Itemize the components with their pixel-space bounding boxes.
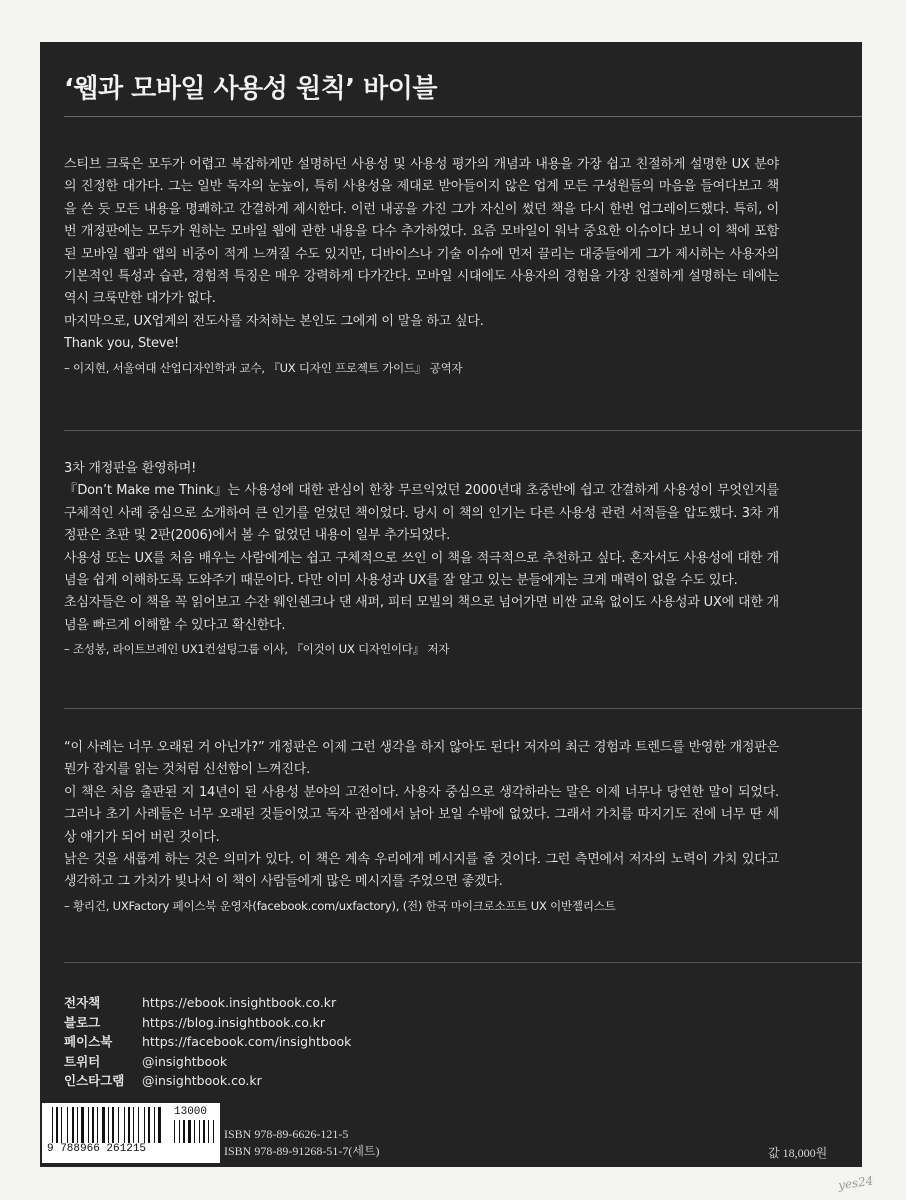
- barcode-bar: [81, 1107, 84, 1143]
- barcode-bar: [102, 1107, 105, 1143]
- barcode-bar: [128, 1107, 130, 1143]
- review-3-paragraph: 이 책은 처음 출판된 지 14년이 된 사용성 분야의 고전이다. 사용자 중심으로 생각하라는 말은 이제 너무나 당연한 말이 되었다. 그러나 초기 사례들은 너무 오래된 것들이었고 독자 관점에서 낡아 보일 수밖에 없었다. 그래서 가치를 따지기도 전에 너무 딴 세상 얘기가 되어 버린 것이다.: [64, 784, 779, 845]
- link-url[interactable]: https://ebook.insightbook.co.kr: [142, 995, 337, 1010]
- review-2-paragraph: 초심자들은 이 책을 꼭 읽어보고 수잔 웨인쉔크나 댄 새퍼, 피터 모빌의 책으로 넘어가면 비싼 교육 없이도 사용성과 UX에 대한 개념을 빠르게 이해할 수 있다고 확신한다.: [64, 595, 779, 633]
- barcode-bar: [158, 1107, 161, 1143]
- barcode-bar: [144, 1107, 145, 1143]
- link-row-instagram: [64, 1071, 351, 1091]
- review-1-paragraph: 스티브 크룩은 모두가 어렵고 복잡하게만 설명하던 사용성 및 사용성 평가의 개념과 내용을 가장 쉽고 친절하게 설명한 UX 분야의 진정한 대가다. 그는 일반 독자의 눈높이, 특히 사용성을 제대로 받아들이지 않은 업계 모든 구성원들의 마음을 들여다보고 책을 쓴 듯 모든 내용을 명쾌하고 간결하게 제시한다. 이런 내공을 가진 그가 자신이 썼던 책을 다시 한번 업그레이드했다. 특히, 이번 개정판에는 모두가 원하는 모바일 웹에 관한 내용을 다수 추가하였다. 요즘 모바일이 워낙 중요한 이슈이다 보니 이 책에 포함된 모바일 웹과 앱의 비중이 적게 느껴질 수도 있지만, 디바이스나 기술 이슈에 먼저 끌리는 대중들에게 그가 제시하는 사용자의 기본적인 특성과 습관, 경험적 특징은 매우 강력하게 다가간다. 모바일 시대에도 사용자의 경험을 가장 친절하게 설명하는 데에는 역시 크룩만한 대가가 없다.: [64, 157, 779, 307]
- barcode-bar: [88, 1107, 89, 1143]
- barcode-number: 9 788966 261215: [47, 1143, 147, 1155]
- link-row-twitter: [64, 1052, 351, 1072]
- barcode-addon-number: 13000: [174, 1106, 208, 1118]
- barcode-bar: [124, 1107, 125, 1143]
- barcode-bar: [67, 1107, 68, 1143]
- publisher-links: [64, 993, 351, 1091]
- link-row-facebook: [64, 1032, 351, 1052]
- link-row-ebook: [64, 993, 351, 1013]
- barcode-addon-bar: [179, 1120, 180, 1143]
- cover-title: ‘웹과 모바일 사용성 원칙’ 바이블: [64, 74, 437, 104]
- price-label: 값 18,000원: [768, 1146, 828, 1160]
- barcode-bar: [52, 1107, 53, 1143]
- barcode-addon-bar: [194, 1120, 195, 1143]
- link-label: 페이스북: [64, 1034, 113, 1049]
- barcode-bar: [56, 1107, 58, 1143]
- barcode-bar: [97, 1107, 98, 1143]
- link-label: 트위터: [64, 1053, 101, 1069]
- barcode-addon-bar: [213, 1120, 214, 1143]
- watermark: yes24: [837, 1173, 875, 1193]
- barcode-bar: [138, 1107, 139, 1143]
- barcode-bar: [61, 1107, 62, 1143]
- section-divider: [64, 962, 862, 963]
- barcode-bar: [112, 1107, 114, 1143]
- barcode-addon-bar: [199, 1120, 200, 1143]
- isbn-barcode: [42, 1103, 220, 1163]
- review-1-paragraph: Thank you, Steve!: [64, 336, 180, 352]
- section-divider: [64, 430, 862, 431]
- barcode-addon-bar: [208, 1120, 209, 1143]
- section-divider: [64, 708, 862, 709]
- review-2-attribution: – 조성봉, 라이트브레인 UX1컨설팅그룹 이사, 『이것이 UX 디자인이다』 저자: [64, 642, 450, 657]
- link-url[interactable]: https://blog.insightbook.co.kr: [142, 1014, 326, 1030]
- barcode-addon-bar: [174, 1120, 175, 1143]
- review-2: [64, 458, 779, 661]
- barcode-addon-bar: [188, 1120, 191, 1143]
- barcode-addon-bar: [183, 1120, 185, 1143]
- barcode-bar: [77, 1107, 78, 1143]
- barcode-bar: [118, 1107, 119, 1143]
- link-url[interactable]: https://facebook.com/insightbook: [142, 1034, 352, 1049]
- link-row-blog: [64, 1013, 351, 1033]
- review-3: [64, 737, 779, 917]
- barcode-bar: [148, 1107, 150, 1143]
- review-2-paragraph: 『Don’t Make me Think』는 사용성에 대한 관심이 한창 무르익었던 2000년대 초중반에 쉽고 간결하게 사용성이 무엇인지를 구체적인 사례 중심으로 소개하여 큰 인기를 얻었던 책이었다. 당시 이 책의 인기는 다른 사용성 관련 서적들을 압도했다. 3차 개정판은 초판 및 2판(2006)에서 볼 수 없었던 내용이 일부 추가되었다.: [64, 483, 779, 544]
- review-1-attribution: – 이지현, 서울여대 산업디자인학과 교수, 『UX 디자인 프로젝트 가이드』 공역자: [64, 360, 463, 375]
- link-label: 인스타그램: [64, 1073, 125, 1088]
- review-1: [64, 154, 779, 379]
- review-2-paragraph: 사용성 또는 UX를 처음 배우는 사람에게는 쉽고 구체적으로 쓰인 이 책을 적극적으로 추천하고 싶다. 혼자서도 사용성에 대한 개념을 쉽게 이해하도록 도와주기 때문이다. 다만 이미 사용성과 UX를 잘 알고 있는 분들에게는 크게 매력이 없을 수도 있다.: [64, 550, 779, 589]
- isbn-line: ISBN 978-89-91268-51-7(세트): [224, 1144, 380, 1158]
- isbn-line: ISBN 978-89-6626-121-5: [224, 1127, 349, 1141]
- link-url[interactable]: @insightbook: [142, 1053, 228, 1069]
- barcode-bar: [133, 1107, 134, 1143]
- review-3-paragraph: “이 사례는 너무 오래된 거 아닌가?” 개정판은 이제 그런 생각을 하지 않아도 된다! 저자의 최근 경험과 트렌드를 반영한 개정판은 뭔가 잡지를 읽는 것처럼 신선함이 느껴진다.: [64, 740, 779, 778]
- barcode-bar: [154, 1107, 155, 1143]
- barcode-bar: [92, 1107, 94, 1143]
- review-3-paragraph: 낡은 것을 새롭게 하는 것은 의미가 있다. 이 책은 계속 우리에게 메시지를 줄 것이다. 그런 측면에서 저자의 노력이 가치 있다고 생각하고 그 가치가 빛나서 이 책이 사람들에게 많은 메시지를 주었으면 좋겠다.: [64, 852, 779, 890]
- review-2-paragraph: 3차 개정판을 환영하며!: [64, 461, 197, 476]
- review-1-paragraph: 마지막으로, UX업계의 전도사를 자처하는 본인도 그에게 이 말을 하고 싶다.: [64, 313, 484, 329]
- title-divider: [64, 116, 862, 117]
- barcode-addon-bar: [203, 1120, 205, 1143]
- barcode-bar: [108, 1107, 109, 1143]
- link-url[interactable]: @insightbook.co.kr: [142, 1073, 262, 1088]
- link-label: 전자책: [64, 995, 101, 1010]
- review-3-attribution: – 황리건, UXFactory 페이스북 운영자(facebook.com/uxfactory), (전) 한국 마이크로소프트 UX 이반젤리스트: [64, 898, 616, 913]
- link-label: 블로그: [64, 1014, 101, 1030]
- barcode-bar: [72, 1107, 74, 1143]
